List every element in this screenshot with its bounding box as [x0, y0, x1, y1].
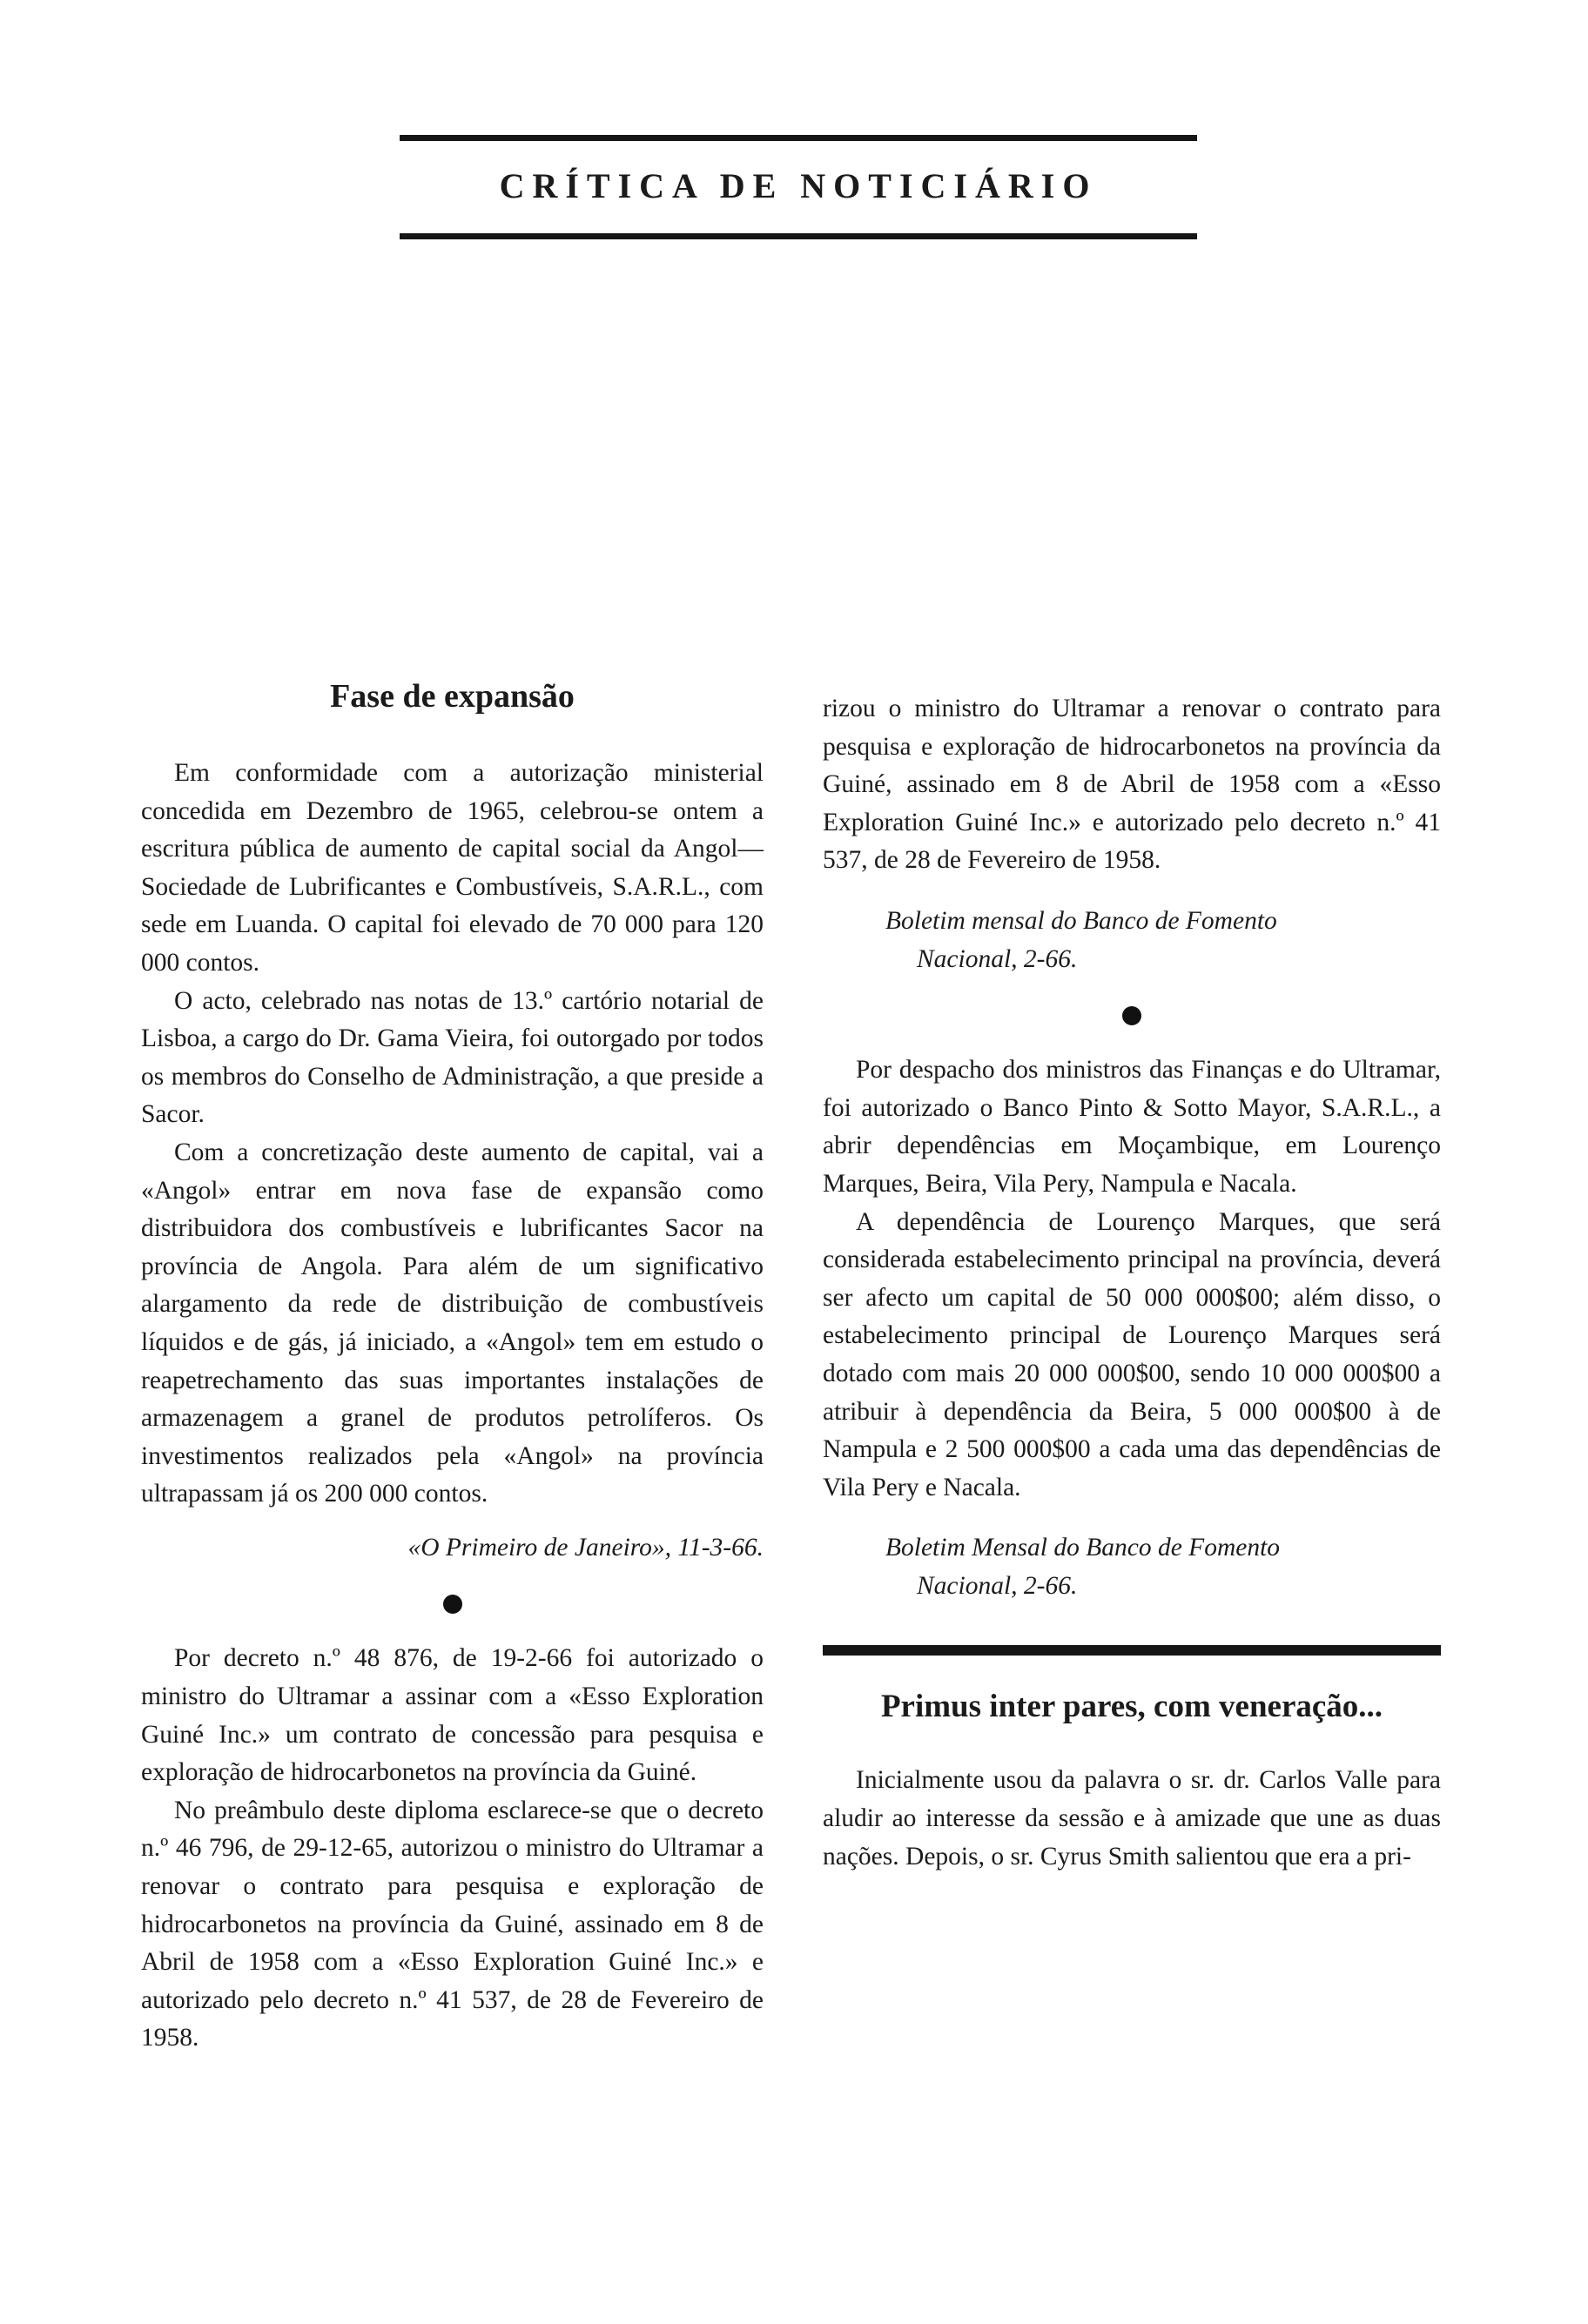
article3-paragraph-2: A dependência de Lourenço Marques, que será considerada estabelecimento principal na província, deverá ser afecto um capital de 50 000 000$00; além disso, o estabelecimento principal de Lourenço Marques será dotado com mais 20 000 000$00, sendo 10 000 000$00 a atribuir à dependência da Beira, 5 000 000$00 à de Nampula e 2 500 000$00 a cada uma das dependências de Vila Pery e Nacala. — [823, 1207, 1441, 1501]
article-title-fase-de-expansao: Fase de expansão — [330, 678, 575, 715]
article-title-primus-inter-pares: Primus inter pares, com veneração... — [880, 1689, 1383, 1725]
article2-source — [885, 903, 1441, 978]
article4-paragraph-1: Inicialmente usou da palavra o sr. dr. Carlos Valle para aludir ao interesse da sessão e à amizade que une as duas nações. Depois, o sr. Cyrus Smith salientou que era a pri- — [823, 1766, 1441, 1871]
left-column — [141, 675, 764, 2052]
section-separator-bullet — [1122, 1006, 1141, 1025]
article3-source-line1: Boletim Mensal do Banco de Fomento — [885, 1534, 1281, 1562]
article1-paragraph-3: Com a concretização deste aumento de capital, vai a «Angol» entrar em nova fase de expansão como distribuidora dos combustíveis e lubrificantes Sacor na província de Angola. Para além de um significativo alargamento da rede de distribuição de combustíveis líquidos e de gás, já iniciado, a «Angol» tem em estudo o reapetrechamento das suas importantes instalações de armazenagem a granel de produtos petrolíferos. Os investimentos realizados pela «Angol» na província ultrapassam já os 200 000 contos. — [141, 1138, 764, 1508]
article1-source: «O Primeiro de Janeiro», 11-3-66. — [407, 1533, 764, 1562]
article3-paragraph-1: Por despacho dos ministros das Finanças e do Ultramar, foi autorizado o Banco Pinto & Sotto Mayor, S.A.R.L., a abrir dependências em Moçambique, em Lourenço Marques, Beira, Vila Pery, Nampula e Nacala. — [823, 1056, 1441, 1198]
article2-paragraph-2: No preâmbulo deste diploma esclarece-se que o decreto n.º 46 796, de 29-12-65, autorizou o ministro do Ultramar a renovar o contrato para pesquisa e exploração de hidrocarbonetos na província da Guiné, assinado em 8 de Abril de 1958 com a «Esso Exploration Guiné Inc.» e autorizado pelo decreto n.º 41 537, de 28 de Fevereiro de 1958. — [141, 1796, 764, 2052]
article3-source-line2: Nacional, 2-66. — [917, 1571, 1078, 1600]
article3-source — [885, 1529, 1441, 1605]
article2-source-line2: Nacional, 2-66. — [917, 944, 1078, 973]
article1-paragraph-1: Em conformidade com a autorização ministerial concedida em Dezembro de 1965, celebrou-se ontem a escritura pública de aumento de capital social da Angol—Sociedade de Lubrificantes e Combustíveis, S.A.R.L., com sede em Luanda. O capital foi elevado de 70 000 para 120 000 contos. — [141, 759, 764, 977]
article1-paragraph-2: O acto, celebrado nas notas de 13.º cartório notarial de Lisboa, a cargo do Dr. Gama Vieira, foi outorgado por todos os membros do Conselho de Administração, a que preside a Sacor. — [141, 986, 764, 1129]
header-top-rule — [400, 135, 1197, 141]
article2-source-line1: Boletim mensal do Banco de Fomento — [885, 906, 1277, 935]
article2-paragraph-1: Por decreto n.º 48 876, de 19-2-66 foi autorizado o ministro do Ultramar a assinar com a «Esso Exploration Guiné Inc.» um contrato de concessão para pesquisa e exploração de hidrocarbonetos na província da Guiné. — [141, 1644, 764, 1787]
section-separator-bullet — [443, 1595, 462, 1614]
header-bottom-rule — [400, 233, 1197, 239]
page-header-title: CRÍTICA DE NOTICIÁRIO — [499, 166, 1098, 205]
article2-paragraph-2-continuation: rizou o ministro do Ultramar a renovar o contrato para pesquisa e exploração de hidrocarbonetos na província da Guiné, assinado em 8 de Abril de 1958 com a «Esso Exploration Guiné Inc.» e autorizado pelo decreto n.º 41 537, de 28 de Fevereiro de 1958. — [823, 695, 1441, 875]
section-divider-rule — [823, 1645, 1441, 1656]
right-column — [823, 690, 1441, 1876]
